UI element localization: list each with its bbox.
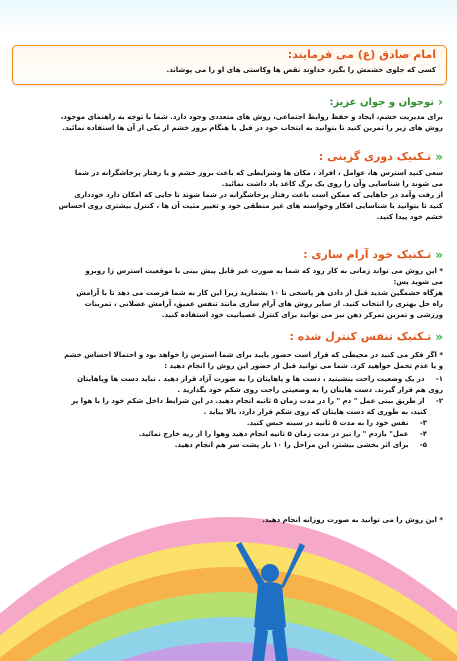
section4-heading-text: تـکنیک تنفس کنترل شده : (289, 330, 432, 343)
section1-heading-text: نوجوان و جوان عزیز: (329, 96, 435, 108)
section2-line: می شوند را شناسایی وآن را روی یک برگ کاغذ یاد داشت نمائید. (221, 180, 443, 188)
step-row (15, 396, 443, 407)
section2-line: از رفت وآمد در جاهایی که ممکن است باعث رفتار پرخاشگرانه در شما شوند تا جایی که امکان دارد خودداری (74, 191, 443, 199)
chevron-double-left-icon: ‹ (438, 95, 443, 109)
section2-heading-text: تـکنیک دوری گزینی : (318, 150, 432, 163)
section3-line: ورزشی و تمرین تمرکز ذهن نیز می توانید برای کنترل عصبانیت خود استفاده کنید. (161, 311, 443, 319)
section4-heading (289, 330, 443, 343)
section2-body (15, 168, 443, 223)
step-row (15, 440, 443, 451)
step-text: عمل" بازدم " را نیز در مدت زمان ۵ ثانیه انجام دهید وهوا را از ریه خارج نمائید. (138, 430, 409, 438)
step-text: برای اثر بخشی بیشتر، این مراحل را ۱۰ بار پشت سر هم انجام دهید. (174, 441, 409, 449)
step-row (15, 418, 443, 429)
section3-heading-text: تـکنیک خود آرام سازی : (303, 248, 432, 261)
step-number: ۴- (419, 430, 427, 438)
section1-body (15, 112, 443, 134)
section3-line: راه حل بهتری را انتخاب کنید. از سایر روش های آرام سازی مانند تنفس عمیق، آرامش عضلانی ، تمرینات (84, 300, 443, 308)
section3-heading (303, 248, 443, 261)
section3-line: * این روش می تواند زمانی به کار رود که شما به صورت غیر قابل پیش بینی با موقعیت استرس زا روبرو (85, 267, 443, 275)
section1-line: برای مدیریت خشم، ایجاد و حفظ روابط اجتماعی، روش های متعددی وجود دارد. شما با توجه به راهنمای موجود، (60, 113, 443, 121)
quote-text: کسی که جلوی خشمش را بگیرد خداوند نقص ها وکاستی های او را می پوشاند. (166, 66, 436, 74)
section4-intro-line: * اگر فکر می کنید در محیطی که قرار است حضور یابید برای شما استرس زا خواهد بود و احتمالا احساس خشم (64, 351, 443, 359)
quote-title: امام صادق (ع) می فرمایند: (287, 48, 436, 61)
step-text: روی هم قرار گیرند. دست هایتان را به وضعیتی راحت روی شکم خود بگذارید . (177, 386, 443, 394)
step-row-continued (15, 385, 443, 396)
section3-line: هرگاه خشمگین شدید قبل از دادن هر پاسخی تا ۱۰ بشمارید زیرا این کار به شما فرصت می دهد تا با آرامش (76, 289, 443, 297)
section2-line: خشم خود پیدا کنید. (376, 213, 443, 221)
step-text: کنید، به طوری که دست هایتان که روی شکم قرار دارد، بالا بیاید . (203, 408, 427, 416)
section1-line: روش های زیر را تمرین کنید تا بتوانید به انتخاب خود در قبل یا هنگام بروز خشم از یکی از آن ها استفاده نمائید. (62, 124, 443, 132)
step-text: در یک وضعیت راحت بنشینید ، دست ها و پاهایتان را به صورت آزاد قرار دهید . نباید دست ها وپاهایتان (77, 375, 425, 383)
section3-body (15, 266, 443, 321)
step-number: ۳- (419, 419, 427, 427)
section2-heading (319, 150, 443, 163)
step-text: از طریق بینی عمل " دم " را در مدت زمان ۵ ثانیه انجام دهید. در این شرایط داخل شکم خود را با هوا پر (71, 397, 425, 405)
step-row (15, 429, 443, 440)
chevron-double-left-icon: « (435, 329, 443, 344)
breathing-steps (15, 374, 443, 451)
quote-box (12, 45, 447, 85)
step-row-continued (15, 407, 443, 418)
step-number: ۱- (435, 375, 443, 383)
section2-line: کنید تا بتوانید با شناسایی افکار وخواسته های غیر منطقی خود و تغییر مثبت آن ها ، کنترل بیشتری روی احساس (58, 202, 443, 210)
person-silhouette-icon (228, 535, 308, 661)
section4-intro (15, 350, 443, 372)
section4-intro-line: و یا عدم تحمل خواهید کرد. شما می توانید قبل از حضور این روش را انجام دهید : (164, 362, 443, 370)
section4-closing (15, 515, 443, 526)
section3-line: می شوید پس: (393, 278, 443, 286)
closing-line: * این روش را می توانید به صورت روزانه انجام دهید. (262, 516, 443, 524)
step-number: ۵- (419, 441, 427, 449)
chevron-double-left-icon: « (435, 247, 443, 262)
section2-line: سعی کنید استرس ها، عوامل ، افراد ، مکان ها وشرایطی که باعث بروز خشم و یا رفتار پرخاشگرانه در شما (74, 169, 443, 177)
step-row (15, 374, 443, 385)
chevron-double-left-icon: « (435, 149, 443, 164)
step-number: ۲- (435, 397, 443, 405)
step-text: نفس خود را به مدت ۵ ثانیه در سینه حبس کنید. (246, 419, 409, 427)
top-band (0, 0, 457, 32)
section1-heading (329, 96, 443, 108)
